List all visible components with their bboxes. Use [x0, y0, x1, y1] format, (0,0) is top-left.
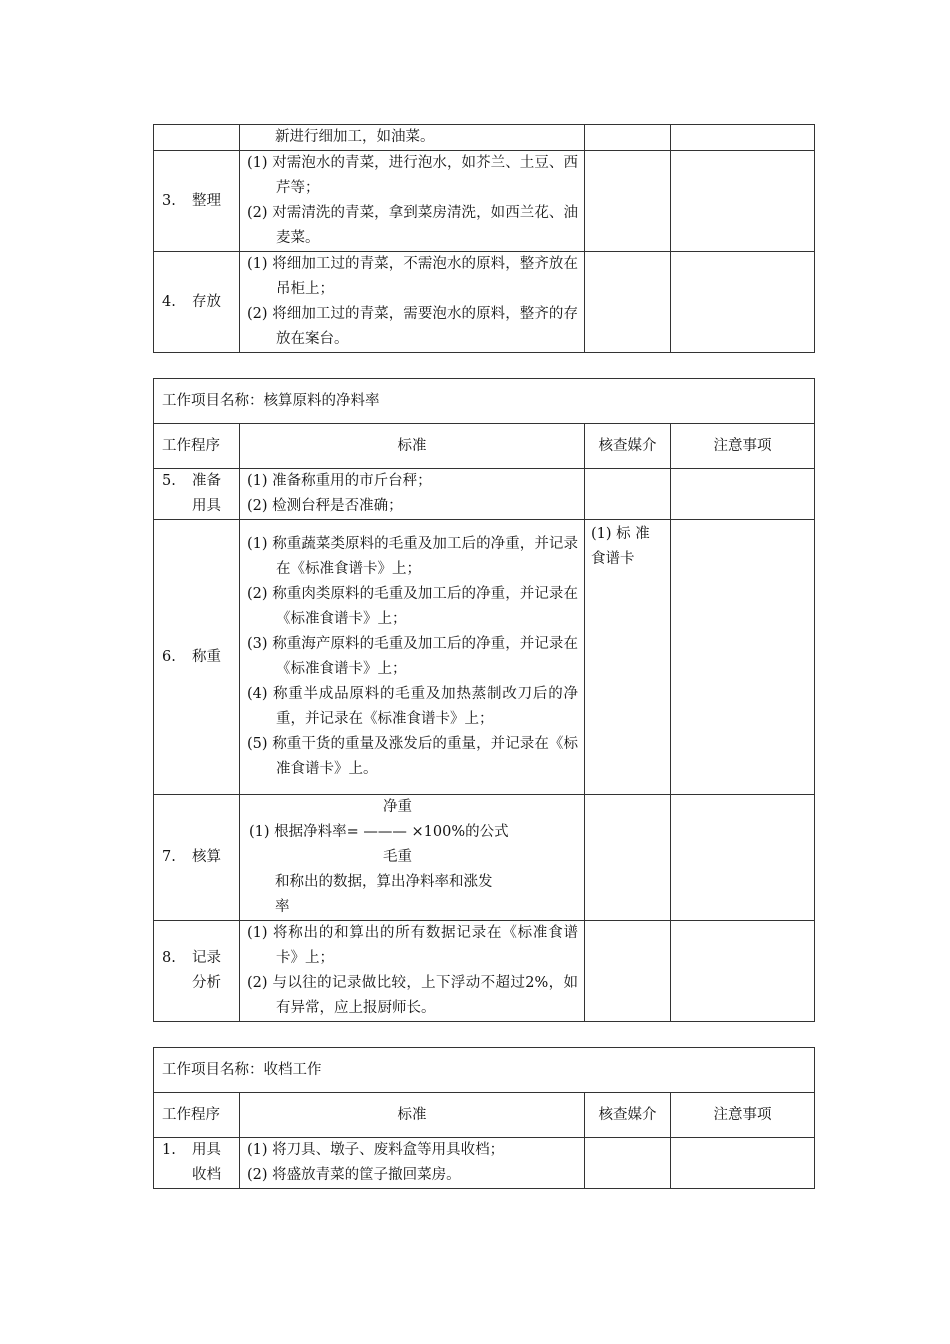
notes-cell: [671, 921, 815, 1022]
table-row: [154, 921, 815, 1022]
list-item: (2) 检测台秤是否准确；: [247, 498, 403, 514]
media-cell: [585, 469, 671, 520]
column-header: 核查媒介: [585, 1093, 671, 1138]
table-row: [154, 252, 815, 353]
media-cell: [585, 252, 671, 353]
column-header: 标准: [240, 1093, 585, 1138]
standard-cell: [240, 469, 585, 520]
standard-cell: [240, 520, 585, 795]
column-header: 注意事项: [671, 424, 815, 469]
document-page: [153, 124, 814, 1189]
table-title: 工作项目名称：核算原料的净料率: [154, 379, 815, 424]
notes-cell: [671, 1138, 815, 1189]
column-header: 标准: [240, 424, 585, 469]
step-cell: [154, 125, 240, 151]
table-title: 工作项目名称：收档工作: [154, 1048, 815, 1093]
list-item: (4) 称重半成品原料的毛重及加热蒸制改刀后的净重，并记录在《标准食谱卡》上；: [247, 686, 578, 727]
list-item: (2) 将盛放青菜的筐子撤回菜房。: [247, 1167, 461, 1183]
list-item: (1) 准备称重用的市斤台秤；: [247, 473, 432, 489]
notes-cell: [671, 469, 815, 520]
list-item: (2) 称重肉类原料的毛重及加工后的净重，并记录在《标准食谱卡》上；: [247, 586, 578, 627]
step-cell: 6. 称重: [154, 520, 240, 795]
list-item: (1) 将称出的和算出的所有数据记录在《标准食谱卡》上；: [247, 925, 578, 966]
media-cell: [585, 795, 671, 921]
standard-cell: [240, 252, 585, 353]
table-row: [154, 151, 815, 252]
list-item: (2) 将细加工过的青菜，需要泡水的原料，整齐的存放在案台。: [247, 306, 578, 347]
procedure-table-continued: [153, 124, 815, 353]
step-cell: 3. 整理: [154, 151, 240, 252]
list-item: (3) 称重海产原料的毛重及加工后的净重，并记录在《标准食谱卡》上；: [247, 636, 578, 677]
standard-cell: [240, 1138, 585, 1189]
step-cell: 7. 核算: [154, 795, 240, 921]
standard-cell: 新进行细加工，如油菜。: [240, 125, 585, 151]
notes-cell: [671, 252, 815, 353]
media-cell: [585, 1138, 671, 1189]
step-cell: 4. 存放: [154, 252, 240, 353]
procedure-table-closing: [153, 1047, 815, 1189]
list-item: (1) 将细加工过的青菜，不需泡水的原料，整齐放在吊柜上；: [247, 256, 578, 297]
media-cell: [585, 151, 671, 252]
column-header: 注意事项: [671, 1093, 815, 1138]
step-cell: 8. 记录 分析: [154, 921, 240, 1022]
table-title-row: [154, 379, 815, 424]
table-row: [154, 125, 815, 151]
list-item: (2) 对需清洗的青菜，拿到菜房清洗，如西兰花、油麦菜。: [247, 205, 578, 246]
notes-cell: [671, 151, 815, 252]
table-row: [154, 520, 815, 795]
step-cell: 1. 用具 收档: [154, 1138, 240, 1189]
notes-cell: [671, 520, 815, 795]
notes-cell: [671, 125, 815, 151]
column-header: 工作程序: [154, 1093, 240, 1138]
table-header-row: [154, 1093, 815, 1138]
standard-cell: [240, 151, 585, 252]
table-row: [154, 1138, 815, 1189]
notes-cell: [671, 795, 815, 921]
list-item: (1) 将刀具、墩子、废料盒等用具收档；: [247, 1142, 505, 1158]
column-header: 工作程序: [154, 424, 240, 469]
table-title-row: [154, 1048, 815, 1093]
table-header-row: [154, 424, 815, 469]
net-rate-formula: 净重 (1) 根据净料率= ——— ×100%的公式 毛重 和称出的数据，算出净料率和涨发 率: [249, 799, 509, 915]
column-header: 核查媒介: [585, 424, 671, 469]
media-cell: (1) 标 准 食谱卡: [585, 520, 671, 795]
procedure-table-net-rate: [153, 378, 815, 1022]
media-cell: [585, 921, 671, 1022]
table-row: [154, 795, 815, 921]
list-item: (1) 称重蔬菜类原料的毛重及加工后的净重，并记录在《标准食谱卡》上；: [247, 536, 578, 577]
step-cell: 5. 准备 用具: [154, 469, 240, 520]
table-row: [154, 469, 815, 520]
standard-cell: [240, 795, 585, 921]
list-item: (2) 与以往的记录做比较，上下浮动不超过2%，如有异常，应上报厨师长。: [247, 975, 578, 1016]
media-cell: [585, 125, 671, 151]
list-item: (1) 对需泡水的青菜，进行泡水，如芥兰、土豆、西芹等；: [247, 155, 578, 196]
standard-cell: [240, 921, 585, 1022]
list-item: (5) 称重干货的重量及涨发后的重量，并记录在《标准食谱卡》上。: [247, 736, 578, 777]
